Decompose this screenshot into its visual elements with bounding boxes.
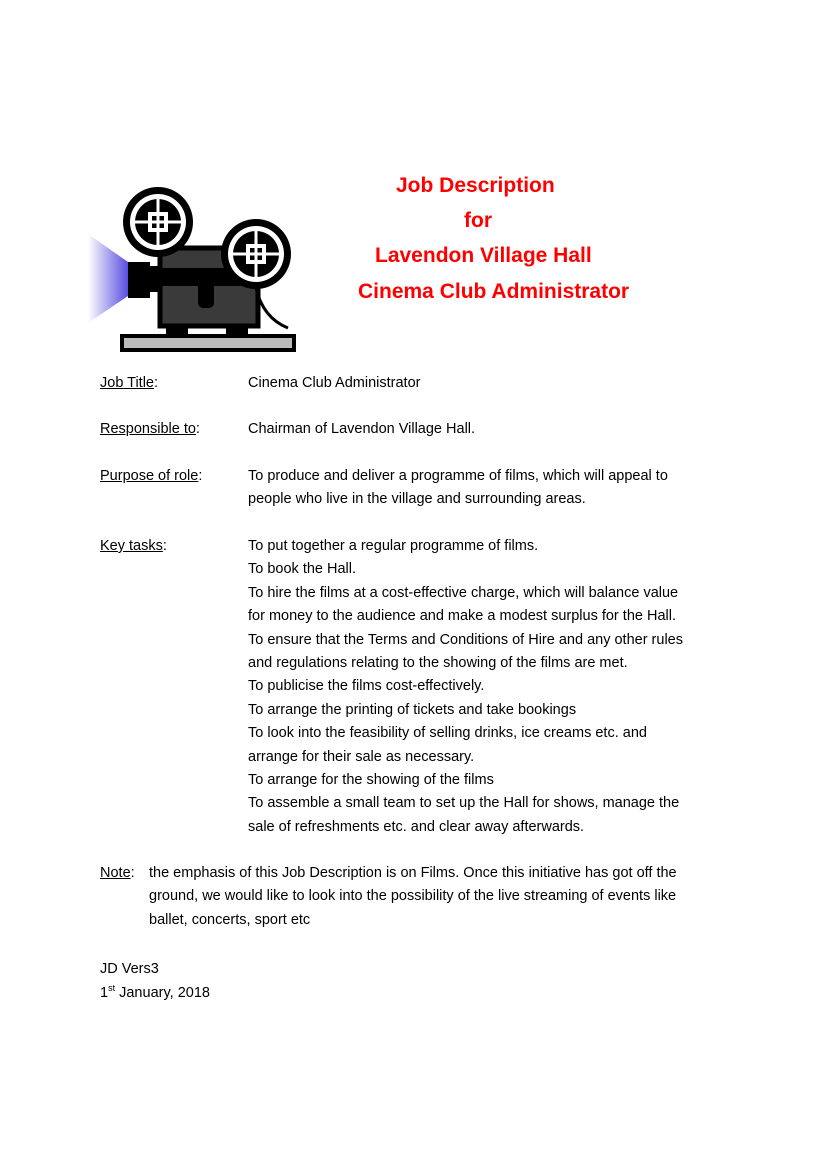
note-text: the emphasis of this Job Description is on Films. Once this initiative has got off the ground, we would like to look into the possibility of the live streaming of events like ballet, concerts, sport etc [149,865,677,928]
task-line: sale of refreshments etc. and clear away afterwards. [248,818,585,835]
field-value: To produce and deliver a programme of films, which will appeal to people who live in the village and surrounding areas. [248,468,668,508]
task-line: To publicise the films cost-effectively. [248,678,485,695]
task-line: To put together a regular programme of films. [248,538,539,554]
document-footer [100,957,210,1005]
task-line: To assemble a small team to set up the Hall for shows, manage the [248,795,680,812]
title-line: Lavendon Village Hall [375,244,592,267]
field-label: Key tasks: [100,538,167,554]
field-label: Purpose of role: [100,468,203,484]
film-projector-icon [88,178,298,354]
task-line: To hire the films at a cost-effective charge, which will balance value [248,584,679,601]
field-label: Job Title: [100,375,159,391]
task-line: To arrange the printing of tickets and take bookings [248,701,577,718]
task-line: To ensure that the Terms and Conditions of Hire and any other rules [248,631,683,648]
field-label: Responsible to: [100,421,200,437]
field-value: Cinema Club Administrator [248,375,421,391]
task-line: arrange for their sale as necessary. [248,748,475,765]
task-line: To look into the feasibility of selling drinks, ice creams etc. and [248,725,647,742]
field-value: Chairman of Lavendon Village Hall. [248,421,476,437]
task-line: To book the Hall. [248,561,357,578]
title-line: Job Description [396,174,555,197]
title-line: for [464,209,492,232]
task-line: and regulations relating to the showing of the films are met. [248,655,628,672]
version-label: JD Vers3 [100,961,159,977]
task-line: for money to the audience and make a modest surplus for the Hall. [248,608,676,625]
task-line: To arrange for the showing of the films [248,772,494,789]
key-tasks-list [248,535,728,839]
title-line: Cinema Club Administrator [358,280,630,303]
document-date: 1st January, 2018 [100,983,210,1001]
note-label: Note: [100,865,135,881]
